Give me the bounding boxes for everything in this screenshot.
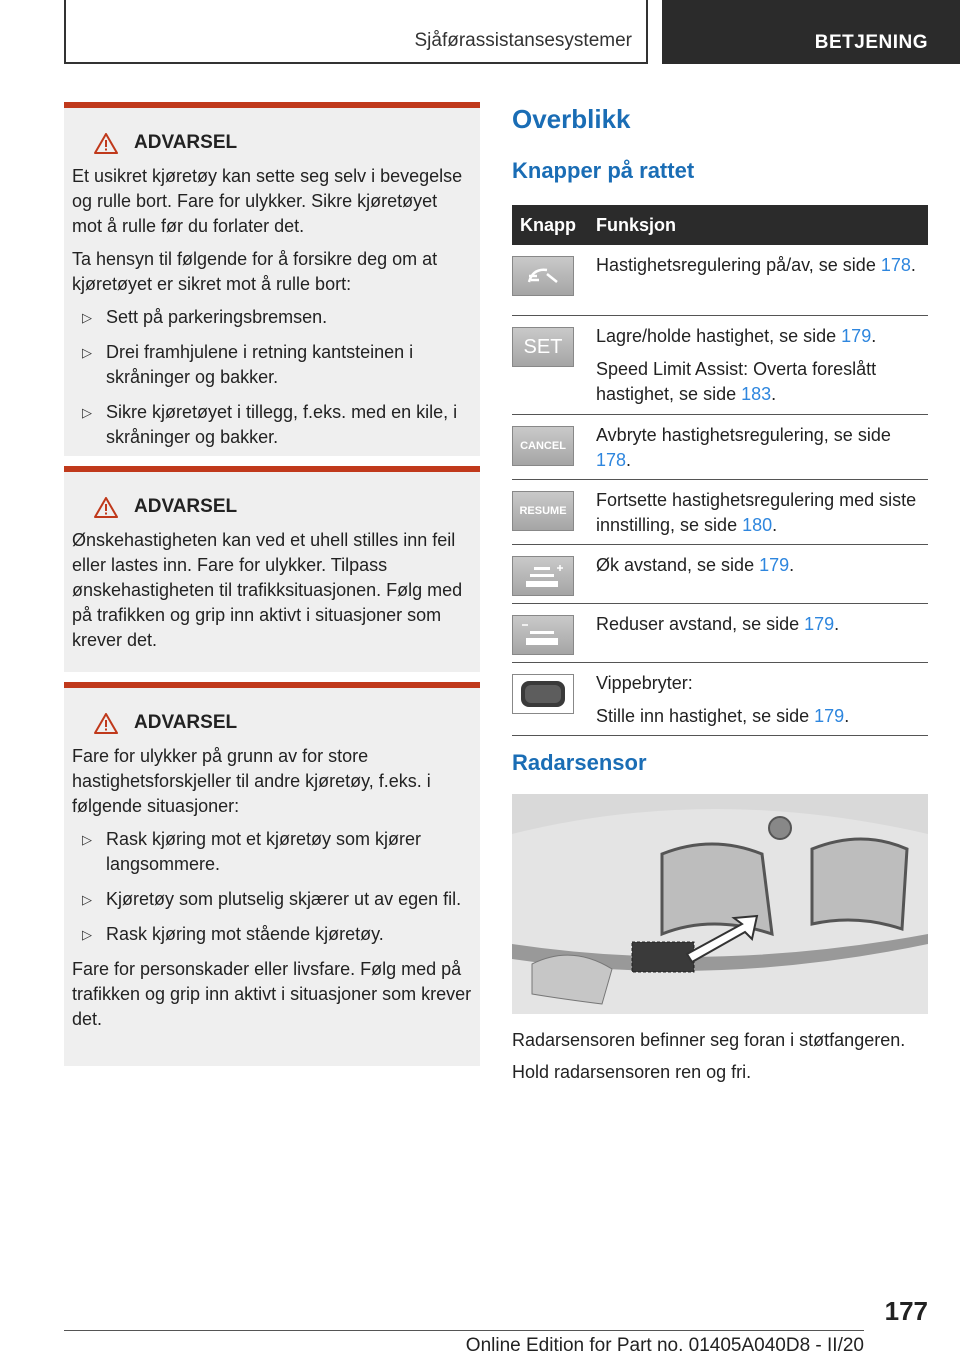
table-header	[512, 205, 928, 245]
warning-triangle-icon	[94, 713, 118, 734]
warning-box-2	[64, 466, 480, 672]
warning-title: ADVARSEL	[94, 132, 472, 154]
warning-text: Ta hensyn til følgende for å forsikre deg om at kjøretøyet er sikret mot å rulle bort:	[72, 249, 438, 294]
warning-triangle-icon	[94, 497, 118, 518]
table-row	[512, 545, 928, 604]
warning-list	[72, 305, 472, 450]
page-link[interactable]: 179	[814, 706, 845, 726]
table-row	[512, 316, 928, 415]
bullet-triangle-icon: ▷	[82, 927, 92, 942]
radar-text-2: Hold radarsensoren ren og fri.	[512, 1062, 752, 1082]
table-row	[512, 663, 928, 736]
footer-divider	[64, 1330, 864, 1331]
list-item: ▷ Kjøretøy som plutselig skjærer ut av egen fil.	[72, 887, 472, 912]
distance-decrease-icon	[512, 615, 574, 655]
page-link[interactable]: 179	[841, 326, 872, 346]
speed-control-icon	[512, 256, 574, 296]
page-link[interactable]: 178	[596, 450, 627, 470]
warning-box-3	[64, 682, 480, 1066]
function-text: Fortsette hastighetsregulering med siste innstilling, se side 180.	[596, 490, 917, 535]
section-title: Sjåførassistansesystemer	[414, 30, 632, 51]
header-section-box	[64, 0, 648, 64]
list-item: ▷ Rask kjøring mot stående kjøretøy.	[72, 922, 472, 947]
table-row	[512, 604, 928, 663]
header-chapter-box	[662, 0, 960, 64]
list-item: ▷ Drei framhjulene i retning kantsteinen i skråninger og bakker.	[82, 342, 414, 387]
page-number: 177	[884, 1296, 928, 1326]
warning-title: ADVARSEL	[94, 712, 472, 734]
bullet-triangle-icon: ▷	[82, 892, 92, 907]
warning-text: Ønskehastigheten kan ved et uhell stilles inn feil eller lastes inn. Fare for ulykker. Tilpass ønskehastigheten til trafikksituasjonen. Følg med på trafikken og grip inn aktivt i situasjoner som krever det.	[72, 530, 463, 650]
resume-button-icon: RESUME	[512, 491, 574, 531]
cancel-button-icon: CANCEL	[512, 426, 574, 466]
rocker-switch-icon	[512, 674, 574, 714]
warning-list	[72, 827, 472, 947]
warning-triangle-icon	[94, 133, 118, 154]
function-text: Vippebryter: Stille inn hastighet, se side 179.	[596, 673, 850, 726]
warning-text: Et usikret kjøretøy kan sette seg selv i bevegelse og rulle bort. Fare for ulykker. Sikre kjøretøyet mot å rulle før du forlater det.	[72, 166, 463, 236]
function-text: Reduser avstand, se side 179.	[596, 614, 840, 634]
page-link[interactable]: 178	[880, 255, 911, 275]
table-row	[512, 415, 928, 480]
heading-overview: Overblikk	[512, 104, 631, 134]
list-item: ▷ Sett på parkeringsbremsen.	[72, 305, 472, 330]
column-header-function: Funksjon	[596, 214, 676, 235]
chapter-title: BETJENING	[814, 32, 928, 53]
car-front-radar-image	[512, 794, 928, 1014]
heading-steering-buttons: Knapper på rattet	[512, 158, 695, 183]
warning-title: ADVARSEL	[94, 496, 472, 518]
table-row	[512, 480, 928, 545]
warning-text: Fare for personskader eller livsfare. Følg med på trafikken og grip inn aktivt i situasjoner som krever det.	[72, 959, 472, 1029]
bullet-triangle-icon: ▷	[82, 832, 92, 847]
set-button-icon: SET	[512, 327, 574, 367]
list-item: ▷ Sikre kjøretøyet i tillegg, f.eks. med en kile, i skråninger og bakker.	[82, 402, 458, 447]
function-text: Øk avstand, se side 179.	[596, 555, 795, 575]
buttons-table	[512, 205, 928, 736]
radar-text-1: Radarsensoren befinner seg foran i støtfangeren.	[512, 1030, 906, 1050]
bullet-triangle-icon: ▷	[82, 310, 92, 325]
list-item: ▷ Rask kjøring mot et kjøretøy som kjører langsommere.	[82, 829, 422, 874]
warning-box-1	[64, 102, 480, 456]
page-link[interactable]: 183	[741, 384, 772, 404]
bullet-triangle-icon: ▷	[82, 345, 92, 360]
bullet-triangle-icon: ▷	[82, 405, 92, 420]
page-link[interactable]: 180	[742, 515, 773, 535]
table-row	[512, 245, 928, 316]
distance-increase-icon	[512, 556, 574, 596]
heading-radar-sensor: Radarsensor	[512, 750, 647, 775]
function-text: Avbryte hastighetsregulering, se side 178.	[596, 425, 891, 470]
column-header-key: Knapp	[520, 214, 576, 235]
page-link[interactable]: 179	[804, 614, 835, 634]
footer-edition: Online Edition for Part no. 01405A040D8 - II/20	[465, 1335, 864, 1356]
warning-text: Fare for ulykker på grunn av for store hastighetsforskjeller til andre kjøretøy, f.eks. i følgende situasjoner:	[72, 746, 431, 816]
page-link[interactable]: 179	[759, 555, 790, 575]
function-text: Hastighetsregulering på/av, se side 178.	[596, 255, 916, 275]
function-text: Lagre/holde hastighet, se side 179. Speed Limit Assist: Overta foreslått hastighet, se side 183.	[596, 326, 877, 404]
